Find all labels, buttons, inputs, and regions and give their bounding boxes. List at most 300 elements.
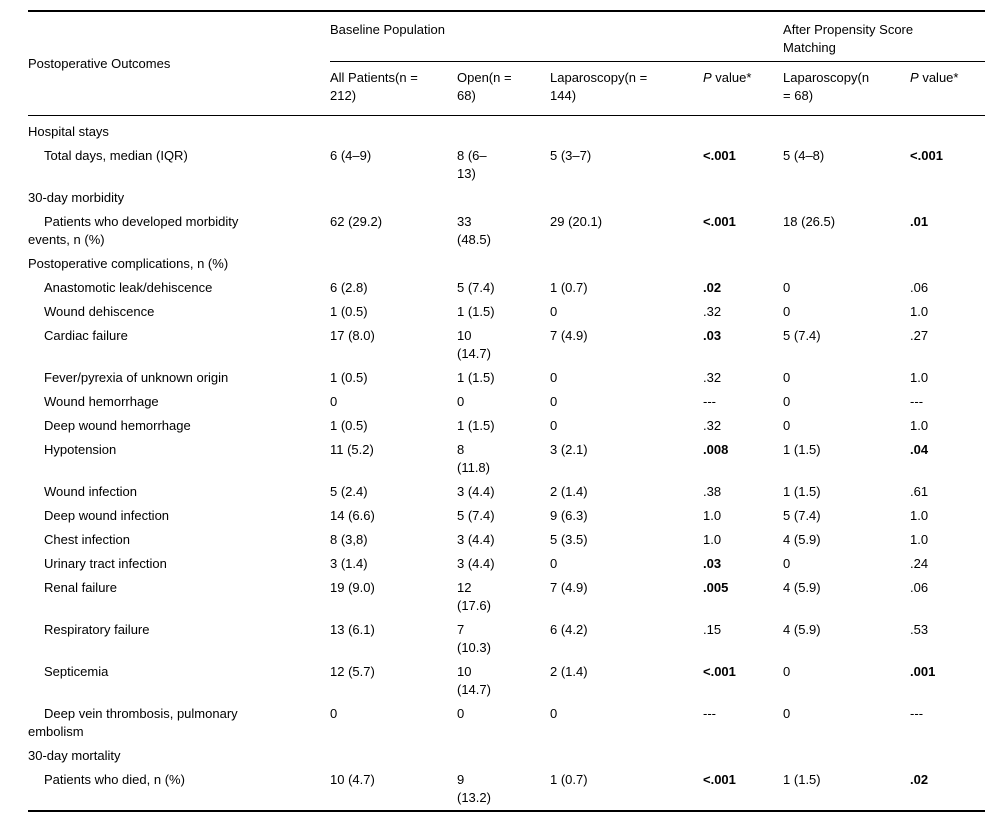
value: .01 bbox=[910, 214, 929, 229]
value: 5 (7.4) bbox=[457, 508, 495, 523]
value-cell bbox=[910, 414, 985, 438]
value-cell bbox=[910, 366, 985, 390]
value: 1.0 bbox=[703, 532, 722, 547]
value: 7 (10.3) bbox=[457, 622, 491, 655]
value-cell bbox=[703, 618, 783, 660]
value-cell bbox=[457, 414, 550, 438]
value: .04 bbox=[910, 442, 929, 457]
row-label: 30-day morbidity bbox=[28, 190, 125, 205]
row-label: Respiratory failure bbox=[44, 622, 150, 637]
data-row bbox=[28, 414, 985, 438]
value: <.001 bbox=[703, 148, 736, 163]
value: 1.0 bbox=[910, 532, 929, 547]
value: 1 (1.5) bbox=[457, 304, 495, 319]
value: .005 bbox=[703, 580, 729, 595]
value-cell bbox=[783, 552, 910, 576]
value-cell bbox=[550, 552, 703, 576]
value: 1 (1.5) bbox=[783, 484, 821, 499]
value: .32 bbox=[703, 418, 722, 433]
value: 19 (9.0) bbox=[330, 580, 375, 595]
section-row bbox=[28, 252, 985, 276]
value-cell bbox=[457, 186, 550, 210]
value-cell bbox=[550, 252, 703, 276]
value: 5 (4–8) bbox=[783, 148, 825, 163]
value-cell bbox=[330, 480, 457, 504]
data-row bbox=[28, 210, 985, 252]
value: 3 (1.4) bbox=[330, 556, 368, 571]
row-label: Hospital stays bbox=[28, 124, 109, 139]
value: .15 bbox=[703, 622, 722, 637]
value: 1 (0.5) bbox=[330, 370, 368, 385]
value-cell bbox=[910, 276, 985, 300]
value: 62 (29.2) bbox=[330, 214, 383, 229]
row-label-cell bbox=[28, 414, 330, 438]
value-cell bbox=[703, 414, 783, 438]
value-cell bbox=[703, 300, 783, 324]
row-label: Cardiac failure bbox=[44, 328, 128, 343]
section-row bbox=[28, 116, 985, 145]
value-cell bbox=[783, 702, 910, 744]
column-header-2 bbox=[457, 62, 550, 116]
row-label: Deep vein thrombosis, pulmonary embolism bbox=[28, 706, 238, 739]
table-body bbox=[28, 116, 985, 812]
value-cell bbox=[330, 576, 457, 618]
value: .38 bbox=[703, 484, 722, 499]
value: 4 (5.9) bbox=[783, 532, 821, 547]
value-cell bbox=[330, 768, 457, 811]
value: .02 bbox=[910, 772, 929, 787]
data-row bbox=[28, 324, 985, 366]
value-cell bbox=[550, 768, 703, 811]
table-title: Postoperative Outcomes bbox=[28, 55, 171, 71]
value: 2 (1.4) bbox=[550, 484, 588, 499]
value-cell bbox=[457, 438, 550, 480]
value-cell bbox=[703, 768, 783, 811]
value: --- bbox=[703, 706, 716, 721]
row-label-cell bbox=[28, 768, 330, 811]
value-cell bbox=[783, 438, 910, 480]
value-cell bbox=[703, 576, 783, 618]
value-cell bbox=[783, 116, 910, 145]
value: 5 (3.5) bbox=[550, 532, 588, 547]
value: 3 (4.4) bbox=[457, 484, 495, 499]
value-cell bbox=[457, 366, 550, 390]
value-cell bbox=[330, 660, 457, 702]
value: 4 (5.9) bbox=[783, 622, 821, 637]
value: 1.0 bbox=[703, 508, 722, 523]
value-cell bbox=[703, 744, 783, 768]
value-cell bbox=[550, 210, 703, 252]
value: 0 bbox=[783, 664, 791, 679]
group-header-row bbox=[28, 11, 985, 62]
value: 0 bbox=[457, 394, 465, 409]
value-cell bbox=[550, 618, 703, 660]
table-header bbox=[28, 11, 985, 116]
row-label-cell bbox=[28, 744, 330, 768]
value: 0 bbox=[550, 556, 558, 571]
value-cell bbox=[910, 660, 985, 702]
value: 0 bbox=[783, 370, 791, 385]
value-cell bbox=[703, 390, 783, 414]
value-cell bbox=[910, 618, 985, 660]
value-cell bbox=[910, 438, 985, 480]
value: 1.0 bbox=[910, 508, 929, 523]
value: 5 (7.4) bbox=[783, 508, 821, 523]
value: .24 bbox=[910, 556, 929, 571]
group-header-propensity-matching bbox=[783, 11, 985, 62]
row-label: Chest infection bbox=[44, 532, 130, 547]
value-cell bbox=[910, 144, 985, 186]
value-cell bbox=[330, 528, 457, 552]
value-cell bbox=[550, 366, 703, 390]
value-cell bbox=[330, 438, 457, 480]
data-row bbox=[28, 768, 985, 811]
value: 9 (6.3) bbox=[550, 508, 588, 523]
value: 4 (5.9) bbox=[783, 580, 821, 595]
row-label-cell bbox=[28, 324, 330, 366]
data-row bbox=[28, 144, 985, 186]
value-cell bbox=[910, 744, 985, 768]
value-cell bbox=[550, 744, 703, 768]
value-cell bbox=[783, 186, 910, 210]
value-cell bbox=[550, 390, 703, 414]
value: 2 (1.4) bbox=[550, 664, 588, 679]
value-cell bbox=[330, 618, 457, 660]
value-cell bbox=[550, 116, 703, 145]
value-cell bbox=[783, 144, 910, 186]
value-cell bbox=[910, 186, 985, 210]
row-label-cell bbox=[28, 702, 330, 744]
value-cell bbox=[703, 438, 783, 480]
value-cell bbox=[783, 528, 910, 552]
value-cell bbox=[910, 528, 985, 552]
value: 29 (20.1) bbox=[550, 214, 603, 229]
column-header-label: All Patients(n = 212) bbox=[330, 70, 418, 103]
value-cell bbox=[330, 210, 457, 252]
value-cell bbox=[910, 390, 985, 414]
value: --- bbox=[910, 706, 924, 721]
data-row bbox=[28, 438, 985, 480]
row-label-cell bbox=[28, 252, 330, 276]
column-header-label: Laparoscopy(n = 144) bbox=[550, 70, 648, 103]
value: 14 (6.6) bbox=[330, 508, 375, 523]
value-cell bbox=[550, 576, 703, 618]
column-header-label: P value* bbox=[703, 70, 752, 85]
value-cell bbox=[703, 552, 783, 576]
value: 6 (4.2) bbox=[550, 622, 588, 637]
column-header-3 bbox=[550, 62, 703, 116]
value: 13 (6.1) bbox=[330, 622, 375, 637]
value-cell bbox=[703, 324, 783, 366]
value-cell bbox=[330, 144, 457, 186]
data-row bbox=[28, 528, 985, 552]
value-cell bbox=[703, 276, 783, 300]
row-label: Wound dehiscence bbox=[44, 304, 155, 319]
row-label: Renal failure bbox=[44, 580, 117, 595]
value: --- bbox=[910, 394, 924, 409]
value-cell bbox=[910, 324, 985, 366]
value-cell bbox=[330, 702, 457, 744]
value-cell bbox=[550, 276, 703, 300]
value-cell bbox=[703, 660, 783, 702]
row-label: Postoperative complications, n (%) bbox=[28, 256, 229, 271]
value: 6 (4–9) bbox=[330, 148, 372, 163]
column-header-5 bbox=[783, 62, 910, 116]
value: 17 (8.0) bbox=[330, 328, 375, 343]
value: 0 bbox=[783, 418, 791, 433]
value: 0 bbox=[783, 706, 791, 721]
value-cell bbox=[457, 210, 550, 252]
group-header-baseline-population bbox=[330, 11, 783, 62]
row-label: Patients who died, n (%) bbox=[44, 772, 185, 787]
value: .32 bbox=[703, 304, 722, 319]
row-label-cell bbox=[28, 438, 330, 480]
value-cell bbox=[783, 576, 910, 618]
group-label-baseline: Baseline Population bbox=[330, 22, 445, 37]
column-header-label: P value* bbox=[910, 70, 959, 85]
value-cell bbox=[703, 504, 783, 528]
value-cell bbox=[910, 300, 985, 324]
value-cell bbox=[910, 552, 985, 576]
value-cell bbox=[550, 414, 703, 438]
value: 1.0 bbox=[910, 370, 929, 385]
value: 8 (11.8) bbox=[457, 442, 490, 475]
value: 0 bbox=[783, 394, 791, 409]
value-cell bbox=[330, 552, 457, 576]
value: 1 (1.5) bbox=[457, 418, 495, 433]
value-cell bbox=[703, 480, 783, 504]
value: 0 bbox=[783, 556, 791, 571]
value: 0 bbox=[550, 304, 558, 319]
value-cell bbox=[783, 252, 910, 276]
value-cell bbox=[703, 702, 783, 744]
value-cell bbox=[910, 576, 985, 618]
value-cell bbox=[330, 744, 457, 768]
value: 3 (4.4) bbox=[457, 556, 495, 571]
value: 5 (2.4) bbox=[330, 484, 368, 499]
row-label-cell bbox=[28, 504, 330, 528]
value: 8 (6–13) bbox=[457, 148, 487, 181]
value-cell bbox=[550, 660, 703, 702]
value-cell bbox=[457, 702, 550, 744]
value-cell bbox=[910, 768, 985, 811]
data-row bbox=[28, 300, 985, 324]
value-cell bbox=[703, 116, 783, 145]
row-label-cell bbox=[28, 552, 330, 576]
value: 7 (4.9) bbox=[550, 328, 588, 343]
value-cell bbox=[703, 528, 783, 552]
value-cell bbox=[457, 618, 550, 660]
value: 5 (3–7) bbox=[550, 148, 592, 163]
value: 11 (5.2) bbox=[330, 442, 374, 457]
value-cell bbox=[550, 324, 703, 366]
value: <.001 bbox=[703, 214, 736, 229]
value-cell bbox=[783, 768, 910, 811]
row-label-cell bbox=[28, 528, 330, 552]
value: 1 (1.5) bbox=[783, 442, 821, 457]
row-label: Urinary tract infection bbox=[44, 556, 167, 571]
value-cell bbox=[457, 660, 550, 702]
value-cell bbox=[550, 186, 703, 210]
row-label: 30-day mortality bbox=[28, 748, 121, 763]
value-cell bbox=[783, 366, 910, 390]
value: 1 (1.5) bbox=[783, 772, 821, 787]
value-cell bbox=[330, 366, 457, 390]
value-cell bbox=[703, 252, 783, 276]
data-row bbox=[28, 504, 985, 528]
value-cell bbox=[910, 210, 985, 252]
value-cell bbox=[330, 186, 457, 210]
value: 1 (0.5) bbox=[330, 418, 368, 433]
data-row bbox=[28, 660, 985, 702]
value: 0 bbox=[550, 394, 558, 409]
value-cell bbox=[330, 414, 457, 438]
value-cell bbox=[457, 552, 550, 576]
value-cell bbox=[783, 744, 910, 768]
value-cell bbox=[457, 480, 550, 504]
value-cell bbox=[703, 186, 783, 210]
value: 1 (0.7) bbox=[550, 280, 588, 295]
value-cell bbox=[703, 210, 783, 252]
value-cell bbox=[457, 252, 550, 276]
value: --- bbox=[703, 394, 716, 409]
data-row bbox=[28, 390, 985, 414]
value: 10 (4.7) bbox=[330, 772, 375, 787]
row-label: Total days, median (IQR) bbox=[44, 148, 188, 163]
column-header-label: Open(n = 68) bbox=[457, 70, 512, 103]
value: 3 (2.1) bbox=[550, 442, 588, 457]
value-cell bbox=[910, 504, 985, 528]
value-cell bbox=[783, 480, 910, 504]
row-label: Septicemia bbox=[44, 664, 109, 679]
data-row bbox=[28, 366, 985, 390]
value: .008 bbox=[703, 442, 729, 457]
value-cell bbox=[457, 528, 550, 552]
row-label-cell bbox=[28, 366, 330, 390]
value: .27 bbox=[910, 328, 929, 343]
value-cell bbox=[783, 504, 910, 528]
value-cell bbox=[457, 768, 550, 811]
section-row bbox=[28, 744, 985, 768]
row-label-cell bbox=[28, 276, 330, 300]
value-cell bbox=[330, 276, 457, 300]
row-label: Hypotension bbox=[44, 442, 117, 457]
table-title-cell bbox=[28, 11, 330, 116]
value: <.001 bbox=[910, 148, 943, 163]
row-label-cell bbox=[28, 210, 330, 252]
value: 7 (4.9) bbox=[550, 580, 588, 595]
row-label-cell bbox=[28, 618, 330, 660]
value-cell bbox=[457, 744, 550, 768]
value-cell bbox=[550, 504, 703, 528]
value-cell bbox=[783, 414, 910, 438]
value: 0 bbox=[550, 418, 558, 433]
data-row bbox=[28, 702, 985, 744]
value-cell bbox=[910, 702, 985, 744]
value: 1 (0.5) bbox=[330, 304, 368, 319]
data-row bbox=[28, 576, 985, 618]
value-cell bbox=[783, 276, 910, 300]
value-cell bbox=[330, 504, 457, 528]
value-cell bbox=[703, 144, 783, 186]
value-cell bbox=[330, 300, 457, 324]
value: 1 (0.7) bbox=[550, 772, 588, 787]
row-label: Anastomotic leak/dehiscence bbox=[44, 280, 213, 295]
value: 9 (13.2) bbox=[457, 772, 491, 805]
value: 3 (4.4) bbox=[457, 532, 495, 547]
value-cell bbox=[783, 210, 910, 252]
value-cell bbox=[783, 390, 910, 414]
column-header-6 bbox=[910, 62, 985, 116]
value: 0 bbox=[783, 280, 791, 295]
row-label: Deep wound hemorrhage bbox=[44, 418, 191, 433]
value-cell bbox=[457, 116, 550, 145]
value-cell bbox=[783, 618, 910, 660]
value: 1.0 bbox=[910, 418, 929, 433]
value: 0 bbox=[330, 394, 338, 409]
value: .61 bbox=[910, 484, 929, 499]
value: 0 bbox=[457, 706, 465, 721]
value-cell bbox=[457, 504, 550, 528]
value: .06 bbox=[910, 280, 929, 295]
value-cell bbox=[457, 324, 550, 366]
value: .53 bbox=[910, 622, 929, 637]
value: 0 bbox=[330, 706, 338, 721]
value-cell bbox=[783, 300, 910, 324]
value-cell bbox=[783, 324, 910, 366]
value-cell bbox=[330, 252, 457, 276]
value-cell bbox=[457, 144, 550, 186]
value: 33 (48.5) bbox=[457, 214, 491, 247]
value: .03 bbox=[703, 556, 722, 571]
row-label-cell bbox=[28, 390, 330, 414]
data-row bbox=[28, 618, 985, 660]
value: 1 (1.5) bbox=[457, 370, 495, 385]
column-header-4 bbox=[703, 62, 783, 116]
value: 5 (7.4) bbox=[783, 328, 821, 343]
value: 1.0 bbox=[910, 304, 929, 319]
row-label: Wound hemorrhage bbox=[44, 394, 159, 409]
data-row bbox=[28, 276, 985, 300]
value-cell bbox=[550, 300, 703, 324]
value: 12 (17.6) bbox=[457, 580, 491, 613]
value-cell bbox=[457, 390, 550, 414]
group-label-psm: After Propensity Score Matching bbox=[783, 22, 914, 55]
row-label: Fever/pyrexia of unknown origin bbox=[44, 370, 229, 385]
value: .06 bbox=[910, 580, 929, 595]
section-row bbox=[28, 186, 985, 210]
value: 10 (14.7) bbox=[457, 328, 491, 361]
value: .32 bbox=[703, 370, 722, 385]
row-label-cell bbox=[28, 576, 330, 618]
value: <.001 bbox=[703, 772, 736, 787]
outcomes-table bbox=[28, 10, 985, 812]
row-label-cell bbox=[28, 480, 330, 504]
value: <.001 bbox=[703, 664, 736, 679]
value-cell bbox=[457, 576, 550, 618]
value-cell bbox=[910, 480, 985, 504]
value: 12 (5.7) bbox=[330, 664, 375, 679]
value: 18 (26.5) bbox=[783, 214, 836, 229]
value: 0 bbox=[550, 706, 558, 721]
row-label: Patients who developed morbidity events, n (%) bbox=[28, 214, 239, 247]
row-label-cell bbox=[28, 300, 330, 324]
value-cell bbox=[330, 390, 457, 414]
value-cell bbox=[457, 276, 550, 300]
row-label-cell bbox=[28, 660, 330, 702]
value: .03 bbox=[703, 328, 722, 343]
value: 0 bbox=[783, 304, 791, 319]
